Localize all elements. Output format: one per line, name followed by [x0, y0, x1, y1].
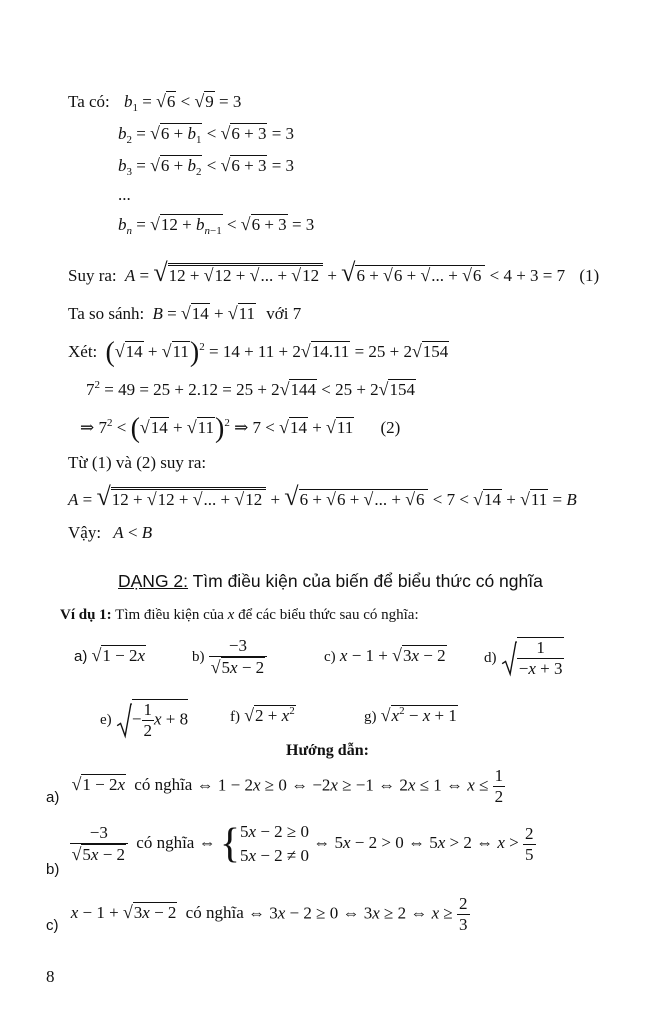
expr-d: d) $\frac{1}{-x + 3}$ — [484, 638, 563, 678]
xet-label: Xét: — [68, 342, 98, 361]
expr-b: b) $\frac{-3}{√5x - 2}$ — [192, 636, 267, 678]
example-label: Ví dụ 1: — [60, 607, 112, 623]
section-title: Tìm điều kiện của biến để biểu thức có nghĩa — [192, 571, 543, 591]
solution-b: b) $\frac{-3}{√5x - 2}$ có nghĩa ⇔ { 5x − 2 ≥ 0 5x − 2 ≠ 0 ⇔ 5x − 2 > 0 ⇔ 5x > 2 ⇔ x > $\frac{2}{5}$ — [46, 821, 534, 878]
line-tu-1-va-2: Từ (1) và (2) suy ra: — [68, 453, 207, 472]
solution-c: c) x − 1 + √3x − 2 có nghĩa ⇔ 3x − 2 ≥ 0 ⇔ 3x ≥ 2 ⇔ x ≥ $\frac{2}{3}$ — [46, 894, 468, 935]
section-label: DẠNG 2: — [118, 571, 189, 591]
line-conclusion: A = √12 + √12 + √... + √12 + √6 + √6 + √... + √6 < 7 < √14 + √11 = B — [68, 482, 577, 511]
expr-f: f) $√2 + x^2$ — [230, 705, 295, 725]
vay-label: Vậy: — [68, 523, 102, 542]
expr-e: e) − $\frac{1}{2}$ x + 8 — [100, 700, 189, 740]
line-vay: Vậy: A < B — [68, 523, 153, 542]
expr-c: c) x − 1 + √3x − 2 — [324, 645, 446, 665]
ta-co-label: Ta có: — [68, 92, 110, 111]
guide-heading: Hướng dẫn: — [286, 742, 369, 759]
example-1-statement: Ví dụ 1: Tìm điều kiện của x để các biểu thức sau có nghĩa: — [60, 607, 419, 623]
line-b2: $b_2 = √6 + b_1 < √6 + 3 = 3$ — [118, 123, 295, 146]
ta-so-sanh-label: Ta so sánh: — [68, 304, 145, 323]
marker-1: (1) — [579, 266, 600, 285]
voi-7-text: với 7 — [266, 304, 302, 323]
marker-2: (2) — [380, 418, 401, 437]
line-implies: ⇒ $7^2 < (√14 + √11)^2$ ⇒ 7 < √14 + √11 (2) — [80, 413, 401, 444]
line-suy-ra: Suy ra: A = √12 + √12 + √... + √12 + √6 + √6 + √... + √6 < 4 + 3 = 7 (1) — [68, 258, 600, 287]
radical-icon — [116, 698, 132, 742]
solution-a: a) √1 − 2x có nghĩa ⇔ 1 − 2x ≥ 0 ⇔ −2x ≥ −1 ⇔ 2x ≤ 1 ⇔ x ≤ $\frac{1}{2}$ — [46, 766, 504, 807]
line-so-sanh: Ta so sánh: B = √14 + √11 với 7 — [68, 303, 302, 323]
suy-ra-label: Suy ra: — [68, 266, 117, 285]
line-xet: Xét: $(√14 + √11)^2 = 14 + 11 + 2√14.11 = 25 + 2√154$ — [68, 337, 449, 368]
expr-g: g) $√x^2 - x + 1$ — [364, 705, 457, 725]
line-b3: $b_3 = √6 + b_2 < √6 + 3 = 3$ — [118, 155, 295, 178]
line-7-squared: $7^2 = 49 = 25 + 2.12 = 25 + 2√144 < 25 + 2√154$ — [86, 379, 415, 399]
section-heading — [118, 570, 543, 592]
line-b1: Ta có: $b_1 = √6 < √9 = 3$ — [68, 91, 242, 114]
line-bn: $b_n = √12 + b_{n-1} < √6 + 3 = 3$ — [118, 214, 315, 237]
line-ellipsis: ... — [118, 185, 131, 204]
page-number: 8 — [46, 967, 55, 986]
expr-a: a) √1 − 2x — [74, 645, 146, 665]
radical-icon — [501, 636, 517, 680]
